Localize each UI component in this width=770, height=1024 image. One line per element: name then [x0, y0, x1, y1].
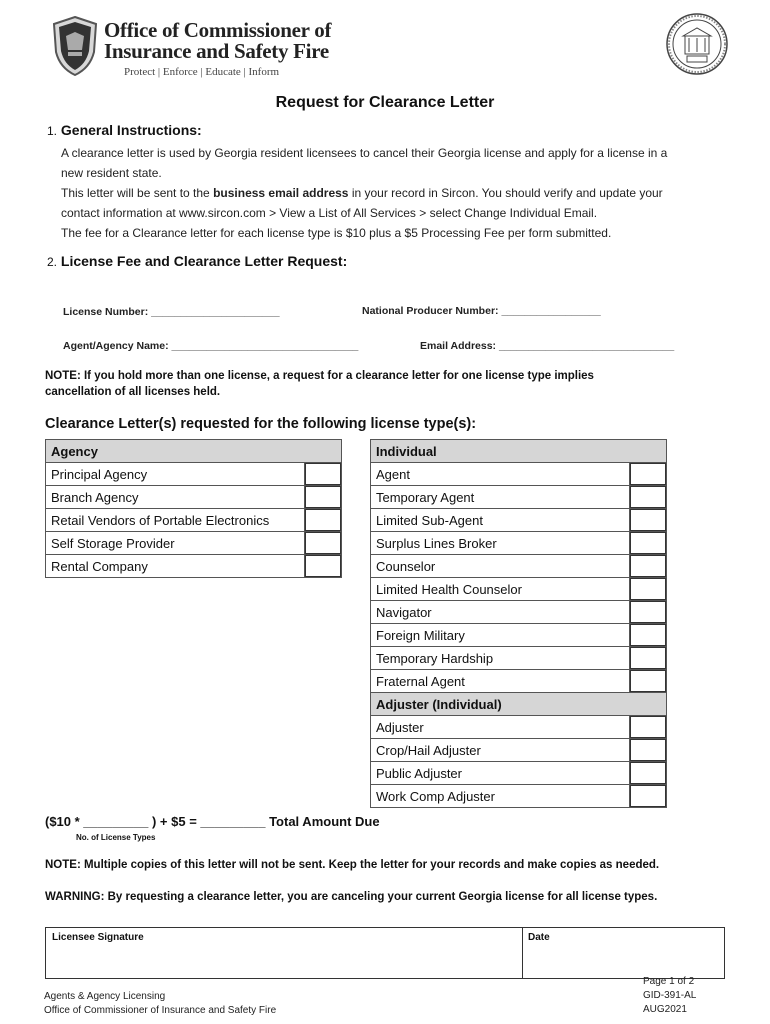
fee-calculation-line[interactable]: ($10 * _________ ) + $5 = _________ Total Amount Due: [45, 814, 380, 829]
table-row: Principal Agency: [46, 463, 342, 486]
signature-label: Licensee Signature: [52, 932, 144, 943]
checkbox-fraternal-agent[interactable]: [630, 670, 666, 692]
checkbox-limited-sub-agent[interactable]: [630, 509, 666, 531]
table-row: Navigator: [371, 601, 667, 624]
table-row: Branch Agency: [46, 486, 342, 509]
instructions-text: A clearance letter is used by Georgia resident licensees to cancel their Georgia license and apply for a license in a new resident state. This letter will be sent to the business email address in your record in Sircon. You should verify and update your contact information at www.sircon.com > View a List of All Services > select Change Individual Email. The fee for a Clearance letter for each license type is $10 plus a $5 Processing Fee per form submitted.: [61, 146, 668, 240]
table-row: Temporary Hardship: [371, 647, 667, 670]
individual-header: Individual: [371, 440, 667, 463]
checkbox-agent[interactable]: [630, 463, 666, 485]
shield-icon: [52, 16, 98, 76]
table-row: Foreign Military: [371, 624, 667, 647]
table-row: Crop/Hail Adjuster: [371, 739, 667, 762]
agency-table: [45, 439, 342, 578]
footer-left: Agents & Agency Licensing Office of Commissioner of Insurance and Safety Fire: [44, 991, 277, 1016]
copies-note: NOTE: Multiple copies of this letter will not be sent. Keep the letter for your records and make copies as needed.: [45, 859, 660, 871]
page-number: Page 1 of 2: [643, 976, 695, 987]
checkbox-rental-company[interactable]: [305, 555, 341, 577]
checkbox-retail-vendors[interactable]: [305, 509, 341, 531]
signature-divider: [522, 927, 523, 978]
email-address-field[interactable]: Email Address: ______________________________: [420, 340, 675, 352]
section-2-heading: 2. License Fee and Clearance Letter Request:: [47, 253, 348, 269]
checkbox-branch-agency[interactable]: [305, 486, 341, 508]
table-row: Agent: [371, 463, 667, 486]
checkbox-limited-health-counselor[interactable]: [630, 578, 666, 600]
form-id: GID-391-AL: [643, 990, 697, 1001]
cancellation-warning: WARNING: By requesting a clearance letter, you are canceling your current Georgia license for all license types.: [45, 891, 658, 903]
org-name: Office of Commissioner of Insurance and Safety Fire: [104, 18, 332, 63]
table-row: Public Adjuster: [371, 762, 667, 785]
table-row: Retail Vendors of Portable Electronics: [46, 509, 342, 532]
footer-right: [643, 975, 696, 1017]
adjuster-header: Adjuster (Individual): [371, 693, 667, 716]
license-types-heading: Clearance Letter(s) requested for the following license type(s):: [45, 416, 477, 432]
checkbox-adjuster[interactable]: [630, 716, 666, 738]
table-row: Adjuster: [371, 716, 667, 739]
table-row: Counselor: [371, 555, 667, 578]
agent-agency-name-field[interactable]: Agent/Agency Name: ________________________________: [63, 340, 359, 352]
revision-date: AUG2021: [643, 1004, 687, 1015]
table-row: Temporary Agent: [371, 486, 667, 509]
checkbox-navigator[interactable]: [630, 601, 666, 623]
checkbox-public-adjuster[interactable]: [630, 762, 666, 784]
org-tagline: Protect | Enforce | Educate | Inform: [124, 66, 280, 78]
checkbox-temporary-hardship[interactable]: [630, 647, 666, 669]
table-row: Fraternal Agent: [371, 670, 667, 693]
table-row: Rental Company: [46, 555, 342, 578]
table-row: Work Comp Adjuster: [371, 785, 667, 808]
checkbox-surplus-lines-broker[interactable]: [630, 532, 666, 554]
checkbox-principal-agency[interactable]: [305, 463, 341, 485]
checkbox-counselor[interactable]: [630, 555, 666, 577]
checkbox-self-storage[interactable]: [305, 532, 341, 554]
multiple-license-note: NOTE: If you hold more than one license, a request for a clearance letter for one license type implies cancellation of all licenses held.: [45, 370, 594, 398]
business-email-line: This letter will be sent to the business email address in your record in Sircon. You should verify and update your: [61, 186, 663, 200]
national-producer-number-field[interactable]: National Producer Number: _________________: [362, 305, 601, 317]
table-row: Surplus Lines Broker: [371, 532, 667, 555]
georgia-state-seal-icon: [665, 12, 729, 76]
checkbox-temporary-agent[interactable]: [630, 486, 666, 508]
license-number-field[interactable]: License Number: ______________________: [63, 306, 280, 318]
individual-table: [370, 439, 667, 808]
table-row: Limited Sub-Agent: [371, 509, 667, 532]
date-label: Date: [528, 932, 550, 943]
table-row: Limited Health Counselor: [371, 578, 667, 601]
agency-header: Agency: [46, 440, 342, 463]
table-row: Self Storage Provider: [46, 532, 342, 555]
checkbox-foreign-military[interactable]: [630, 624, 666, 646]
fee-sub-label: No. of License Types: [76, 833, 156, 842]
signature-box[interactable]: [45, 927, 725, 979]
checkbox-crop-hail-adjuster[interactable]: [630, 739, 666, 761]
checkbox-work-comp-adjuster[interactable]: [630, 785, 666, 807]
document-title: Request for Clearance Letter: [275, 94, 495, 111]
section-1-heading: 1. General Instructions:: [47, 122, 202, 138]
